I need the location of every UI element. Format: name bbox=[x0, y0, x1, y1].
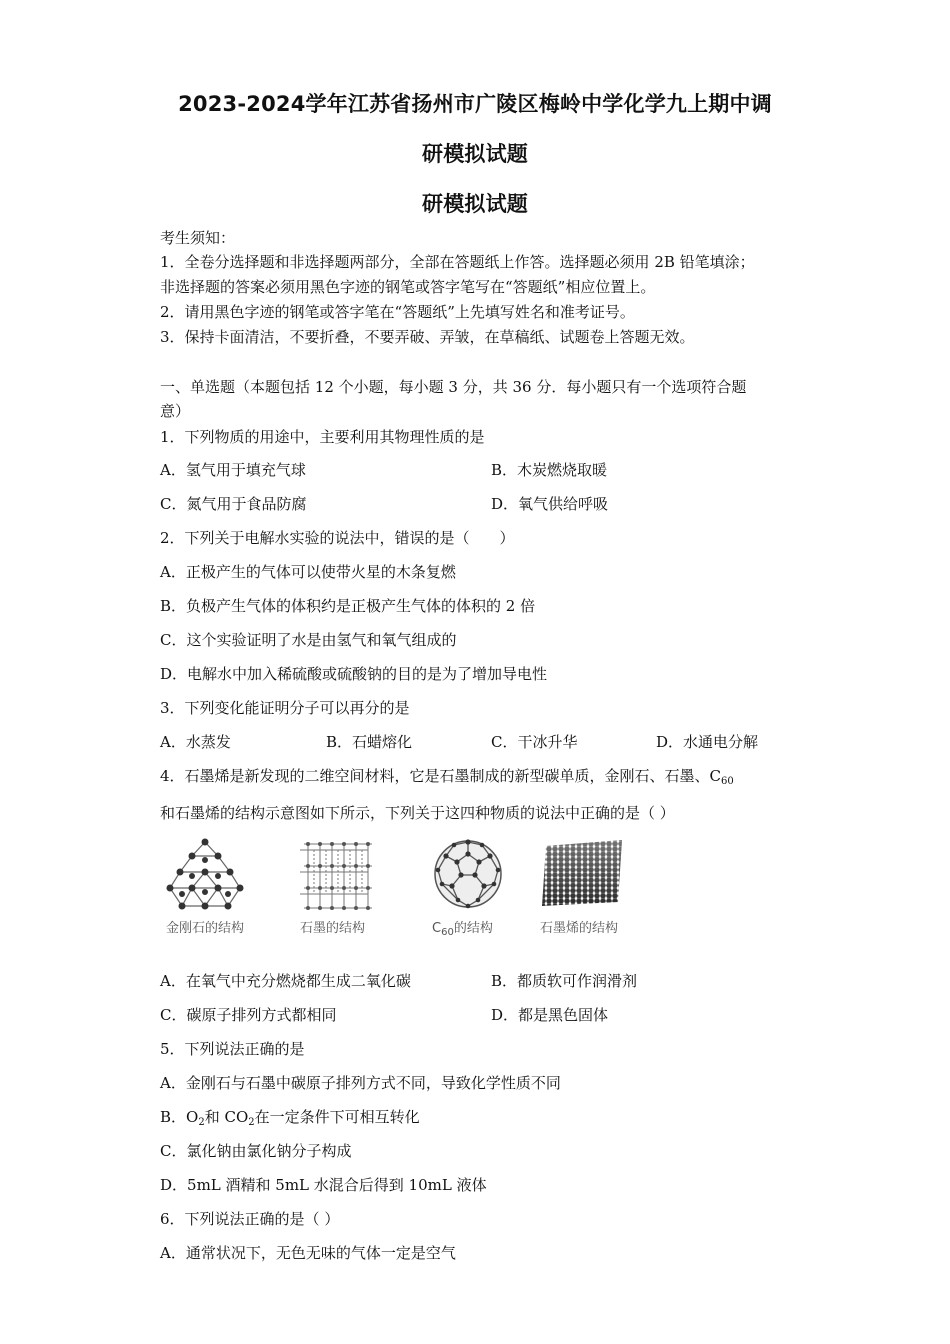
notice-item2: 2．请用黑色字迹的钢笔或答字笔在“答题纸”上先填写姓名和准考证号。 bbox=[160, 303, 635, 321]
q3-option-a: A．水蒸发 bbox=[160, 733, 231, 751]
page-title-line3: 研模拟试题 bbox=[422, 192, 528, 216]
q2-option-d: D．电解水中加入稀硫酸或硫酸钠的目的是为了增加导电性 bbox=[160, 665, 548, 683]
notice-heading: 考生须知： bbox=[160, 229, 236, 247]
q3-option-b: B．石蜡熔化 bbox=[326, 733, 413, 751]
c60-caption-suffix: 的结构 bbox=[453, 921, 493, 936]
graphene-structure-image bbox=[540, 836, 624, 908]
c60-caption bbox=[432, 917, 493, 936]
q5-option-b-suffix: 在一定条件下可相互转化 bbox=[254, 1108, 420, 1126]
notice-item1-a: 1．全卷分选择题和非选择题两部分，全部在答题纸上作答。选择题必须用 2B 铅笔填涂； bbox=[160, 253, 755, 271]
q2-option-a: A．正极产生的气体可以使带火星的木条复燃 bbox=[160, 563, 456, 581]
q5-option-a: A．金刚石与石墨中碳原子排列方式不同，导致化学性质不同 bbox=[160, 1074, 561, 1092]
q2-stem: 2．下列关于电解水实验的说法中，错误的是（ ） bbox=[160, 529, 515, 547]
q5-option-c: C．氯化钠由氯化钠分子构成 bbox=[160, 1142, 352, 1160]
q1-option-b: B．木炭燃烧取暖 bbox=[491, 461, 608, 479]
q4-option-d: D．都是黑色固体 bbox=[491, 1006, 609, 1024]
q3-option-c: C．干冰升华 bbox=[491, 733, 578, 751]
q1-option-a: A．氢气用于填充气球 bbox=[160, 461, 306, 479]
q4-stem-a-text: 4．石墨烯是新发现的二维空间材料，它是石墨制成的新型碳单质，金刚石、石墨、C bbox=[160, 767, 722, 785]
q6-stem: 6．下列说法正确的是（ ） bbox=[160, 1210, 340, 1228]
notice-item1-b: 非选择题的答案必须用黑色字迹的钢笔或答字笔写在“答题纸”相应位置上。 bbox=[160, 278, 656, 296]
graphite-caption: 石墨的结构 bbox=[300, 921, 366, 936]
c60-caption-prefix: C bbox=[432, 921, 442, 936]
diamond-structure-image bbox=[162, 836, 248, 914]
q1-option-d: D．氧气供给呼吸 bbox=[491, 495, 609, 513]
page-title-line1: 2023-2024学年江苏省扬州市广陵区梅岭中学化学九上期中调 bbox=[178, 92, 772, 116]
q5-option-d: D．5mL 酒精和 5mL 水混合后得到 10mL 液体 bbox=[160, 1176, 487, 1194]
q4-option-a: A．在氧气中充分燃烧都生成二氧化碳 bbox=[160, 972, 411, 990]
q4-stem-a-subscript: 60 bbox=[721, 776, 734, 787]
page-title-line2: 研模拟试题 bbox=[422, 142, 528, 166]
q5-stem: 5．下列说法正确的是 bbox=[160, 1040, 305, 1058]
q1-option-c: C．氮气用于食品防腐 bbox=[160, 495, 307, 513]
notice-item3: 3．保持卡面清洁，不要折叠，不要弄破、弄皱，在草稿纸、试题卷上答题无效。 bbox=[160, 328, 695, 346]
q1-stem: 1．下列物质的用途中，主要利用其物理性质的是 bbox=[160, 428, 485, 446]
q5-option-b-sub2: 2 bbox=[248, 1117, 255, 1128]
q5-option-b-sub1: 2 bbox=[198, 1117, 205, 1128]
c60-caption-sub: 60 bbox=[441, 927, 454, 938]
q4-stem-a bbox=[160, 766, 734, 786]
q4-stem-b: 和石墨烯的结构示意图如下所示，下列关于这四种物质的说法中正确的是（ ） bbox=[160, 804, 675, 822]
q4-option-c: C．碳原子排列方式都相同 bbox=[160, 1006, 337, 1024]
q3-stem: 3．下列变化能证明分子可以再分的是 bbox=[160, 699, 410, 717]
q3-option-d: D．水通电分解 bbox=[656, 733, 759, 751]
q5-option-b-mid: 和 CO bbox=[204, 1108, 249, 1126]
c60-structure-image bbox=[432, 836, 504, 912]
graphite-structure-image bbox=[298, 836, 378, 914]
q2-option-c: C．这个实验证明了水是由氢气和氧气组成的 bbox=[160, 631, 457, 649]
diamond-caption: 金刚石的结构 bbox=[166, 921, 245, 936]
q5-option-b bbox=[160, 1107, 420, 1127]
q6-option-a: A．通常状况下，无色无味的气体一定是空气 bbox=[160, 1244, 456, 1262]
q2-option-b: B．负极产生气体的体积约是正极产生气体的体积的 2 倍 bbox=[160, 597, 536, 615]
section-heading-a: 一、单选题（本题包括 12 个小题，每小题 3 分，共 36 分．每小题只有一个选项符合题 bbox=[160, 378, 747, 396]
q4-option-b: B．都质软可作润滑剂 bbox=[491, 972, 638, 990]
graphene-caption: 石墨烯的结构 bbox=[540, 921, 619, 936]
section-heading-b: 意） bbox=[160, 402, 191, 420]
q5-option-b-prefix: B．O bbox=[160, 1108, 199, 1126]
